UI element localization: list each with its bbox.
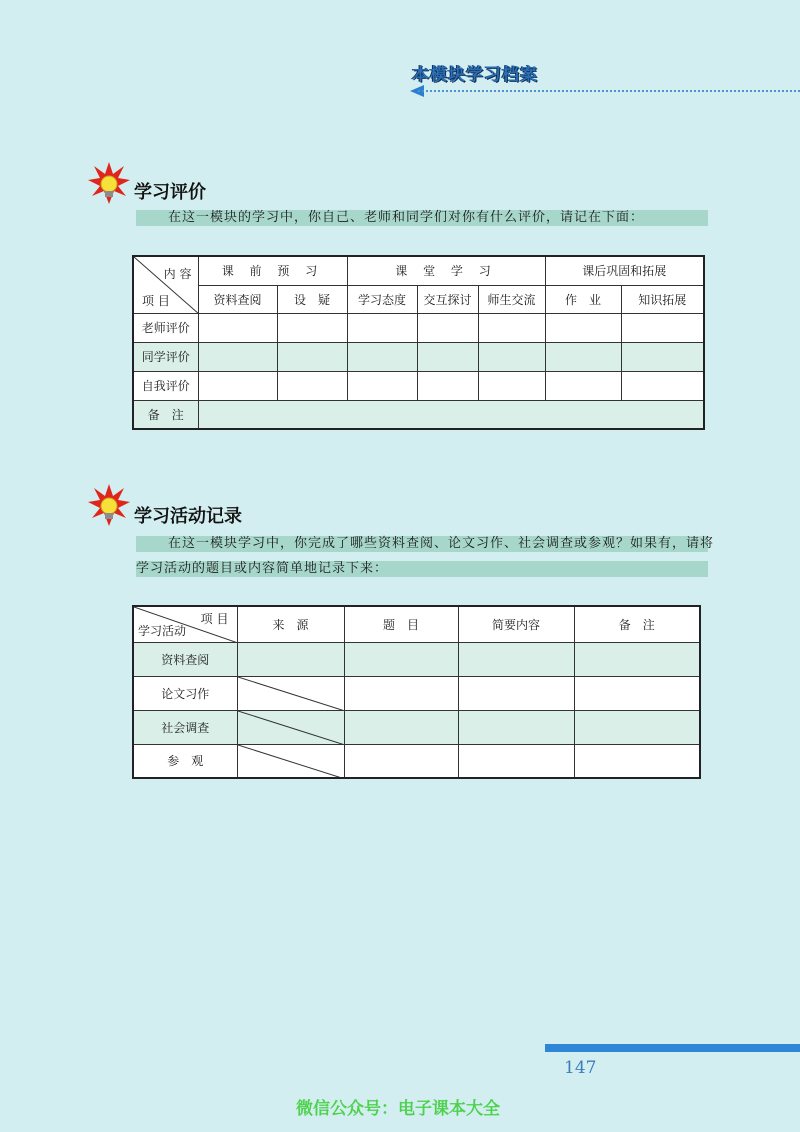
entry-cell[interactable] [458, 710, 574, 744]
entry-cell[interactable] [277, 313, 347, 342]
table-row [133, 371, 704, 400]
corner-top-label: 内 容 [163, 267, 192, 281]
row-header: 同学评价 [133, 342, 198, 371]
entry-cell[interactable] [574, 710, 700, 744]
entry-cell[interactable] [417, 313, 478, 342]
evaluation-corner-cell [133, 256, 198, 313]
column-header: 资料查阅 [198, 285, 277, 313]
entry-cell[interactable] [344, 744, 458, 778]
entry-cell[interactable] [458, 744, 574, 778]
entry-cell[interactable] [344, 710, 458, 744]
entry-cell[interactable] [347, 313, 417, 342]
column-header: 师生交流 [478, 285, 545, 313]
column-header: 来 源 [237, 606, 344, 642]
diagonal-divider [238, 677, 345, 711]
entry-cell[interactable] [574, 642, 700, 676]
page-number: 147 [564, 1058, 597, 1078]
entry-cell[interactable] [545, 371, 621, 400]
entry-cell[interactable] [198, 342, 277, 371]
column-header: 备 注 [574, 606, 700, 642]
entry-cell[interactable] [347, 371, 417, 400]
table-row [133, 400, 704, 429]
entry-cell[interactable] [574, 676, 700, 710]
activity-corner-cell [133, 606, 237, 642]
entry-cell[interactable] [545, 313, 621, 342]
watermark: 微信公众号：电子课本大全 [296, 1099, 500, 1119]
entry-cell[interactable] [545, 342, 621, 371]
table-row [133, 642, 700, 676]
group-header-classroom: 课 堂 学 习 [347, 256, 545, 285]
module-title: 本模块学习档案 [412, 65, 538, 85]
entry-cell[interactable] [198, 371, 277, 400]
header-divider [418, 90, 800, 92]
crossed-out-cell [237, 744, 344, 778]
column-header: 交互探讨 [417, 285, 478, 313]
entry-cell[interactable] [621, 342, 704, 371]
evaluation-table [132, 255, 705, 430]
remark-cell[interactable] [198, 400, 704, 429]
corner-top-label: 项 目 [200, 612, 229, 626]
activity-table [132, 605, 701, 779]
table-row [133, 710, 700, 744]
evaluation-title: 学习评价 [134, 182, 206, 203]
activity-intro: 在这一模块学习中，你完成了哪些资料查阅、论文习作、社会调查或参观？如果有，请将学习活动的题目或内容简单地记录下来： [136, 536, 715, 576]
group-header-preview: 课 前 预 习 [198, 256, 347, 285]
column-header: 作 业 [545, 285, 621, 313]
entry-cell[interactable] [344, 642, 458, 676]
row-header: 自我评价 [133, 371, 198, 400]
column-header: 知识拓展 [621, 285, 704, 313]
column-header: 简要内容 [458, 606, 574, 642]
row-header: 社会调查 [133, 710, 237, 744]
activity-title: 学习活动记录 [134, 506, 242, 527]
entry-cell[interactable] [237, 642, 344, 676]
column-header: 设 疑 [277, 285, 347, 313]
entry-cell[interactable] [277, 371, 347, 400]
entry-cell[interactable] [417, 371, 478, 400]
entry-cell[interactable] [574, 744, 700, 778]
diagonal-divider [238, 745, 345, 779]
crossed-out-cell [237, 710, 344, 744]
table-row [133, 676, 700, 710]
entry-cell[interactable] [478, 313, 545, 342]
crossed-out-cell [237, 676, 344, 710]
table-row [133, 313, 704, 342]
row-header: 参 观 [133, 744, 237, 778]
entry-cell[interactable] [478, 342, 545, 371]
column-header: 题 目 [344, 606, 458, 642]
entry-cell[interactable] [347, 342, 417, 371]
lightbulb-burst-icon [88, 162, 130, 208]
entry-cell[interactable] [458, 642, 574, 676]
corner-bottom-label: 项 目 [142, 293, 170, 308]
group-header-consolidation: 课后巩固和拓展 [545, 256, 704, 285]
footer-bar [545, 1044, 800, 1052]
entry-cell[interactable] [621, 313, 704, 342]
entry-cell[interactable] [417, 342, 478, 371]
entry-cell[interactable] [344, 676, 458, 710]
row-header: 资料查阅 [133, 642, 237, 676]
entry-cell[interactable] [478, 371, 545, 400]
entry-cell[interactable] [277, 342, 347, 371]
row-header: 论文习作 [133, 676, 237, 710]
lightbulb-burst-icon [88, 484, 130, 530]
table-row [133, 744, 700, 778]
evaluation-intro: 在这一模块的学习中，你自己、老师和同学们对你有什么评价，请记在下面： [168, 210, 645, 225]
diagonal-divider [238, 711, 345, 745]
entry-cell[interactable] [198, 313, 277, 342]
corner-bottom-label: 学习活动 [138, 623, 187, 638]
table-row [133, 342, 704, 371]
entry-cell[interactable] [458, 676, 574, 710]
row-header: 老师评价 [133, 313, 198, 342]
column-header: 学习态度 [347, 285, 417, 313]
remark-label: 备 注 [133, 400, 198, 429]
entry-cell[interactable] [621, 371, 704, 400]
